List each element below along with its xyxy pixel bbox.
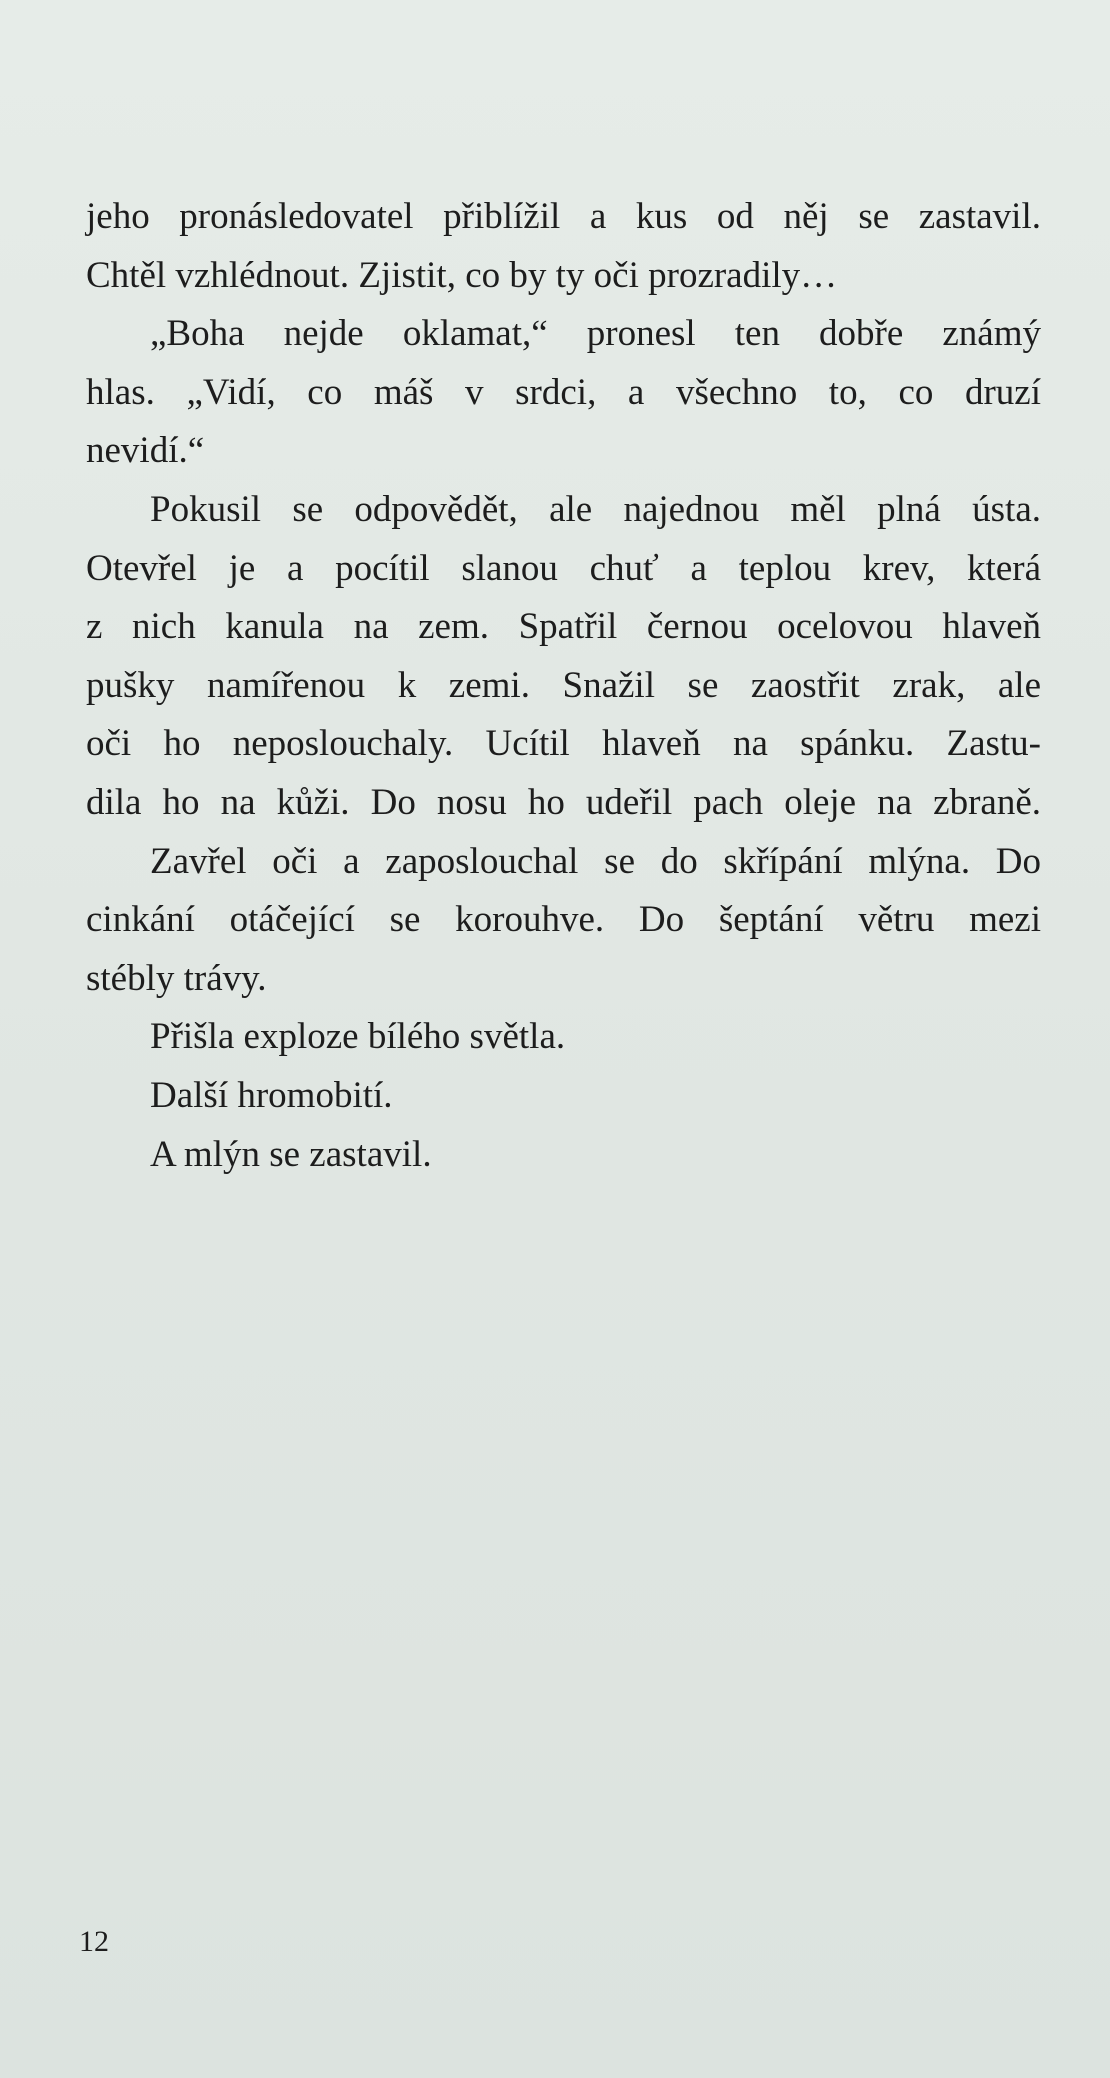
text-line: z nich kanula na zem. Spatřil černou ocelovou hlaveň [86,606,1041,648]
text-line: jeho pronásledovatel přiblížil a kus od něj se zastavil. [86,196,1041,237]
text-line: cinkání otáčející se korouhve. Do šeptání větru mezi [86,899,1041,941]
text-line: nevidí.“ [86,430,205,472]
text-line: hlas. „Vidí, co máš v srdci, a všechno to, co druzí [86,371,1041,413]
text-line: stébly trávy. [86,957,267,999]
text-line: dila ho na kůži. Do nosu ho udeřil pach oleje na zbraně. [86,781,1041,823]
body-text [86,188,1041,1184]
text-line: „Boha nejde oklamat,“ pronesl ten dobře známý [150,313,1041,355]
page-number: 12 [79,1925,109,1958]
text-line: Další hromobití. [150,1074,393,1116]
text-line: Otevřel je a pocítil slanou chuť a teplou krev, která [86,547,1041,589]
text-line: Zavřel oči a zaposlouchal se do skřípání mlýna. Do [150,840,1041,882]
text-line: A mlýn se zastavil. [150,1133,432,1175]
text-line: Chtěl vzhlédnout. Zjistit, co by ty oči prozradily… [86,254,838,296]
text-line: Přišla exploze bílého světla. [150,1016,566,1058]
text-line: pušky namířenou k zemi. Snažil se zaostřit zrak, ale [86,664,1041,706]
text-line: Pokusil se odpovědět, ale najednou měl plná ústa. [150,488,1041,530]
text-line: oči ho neposlouchaly. Ucítil hlaveň na spánku. Zastu- [86,723,1041,765]
